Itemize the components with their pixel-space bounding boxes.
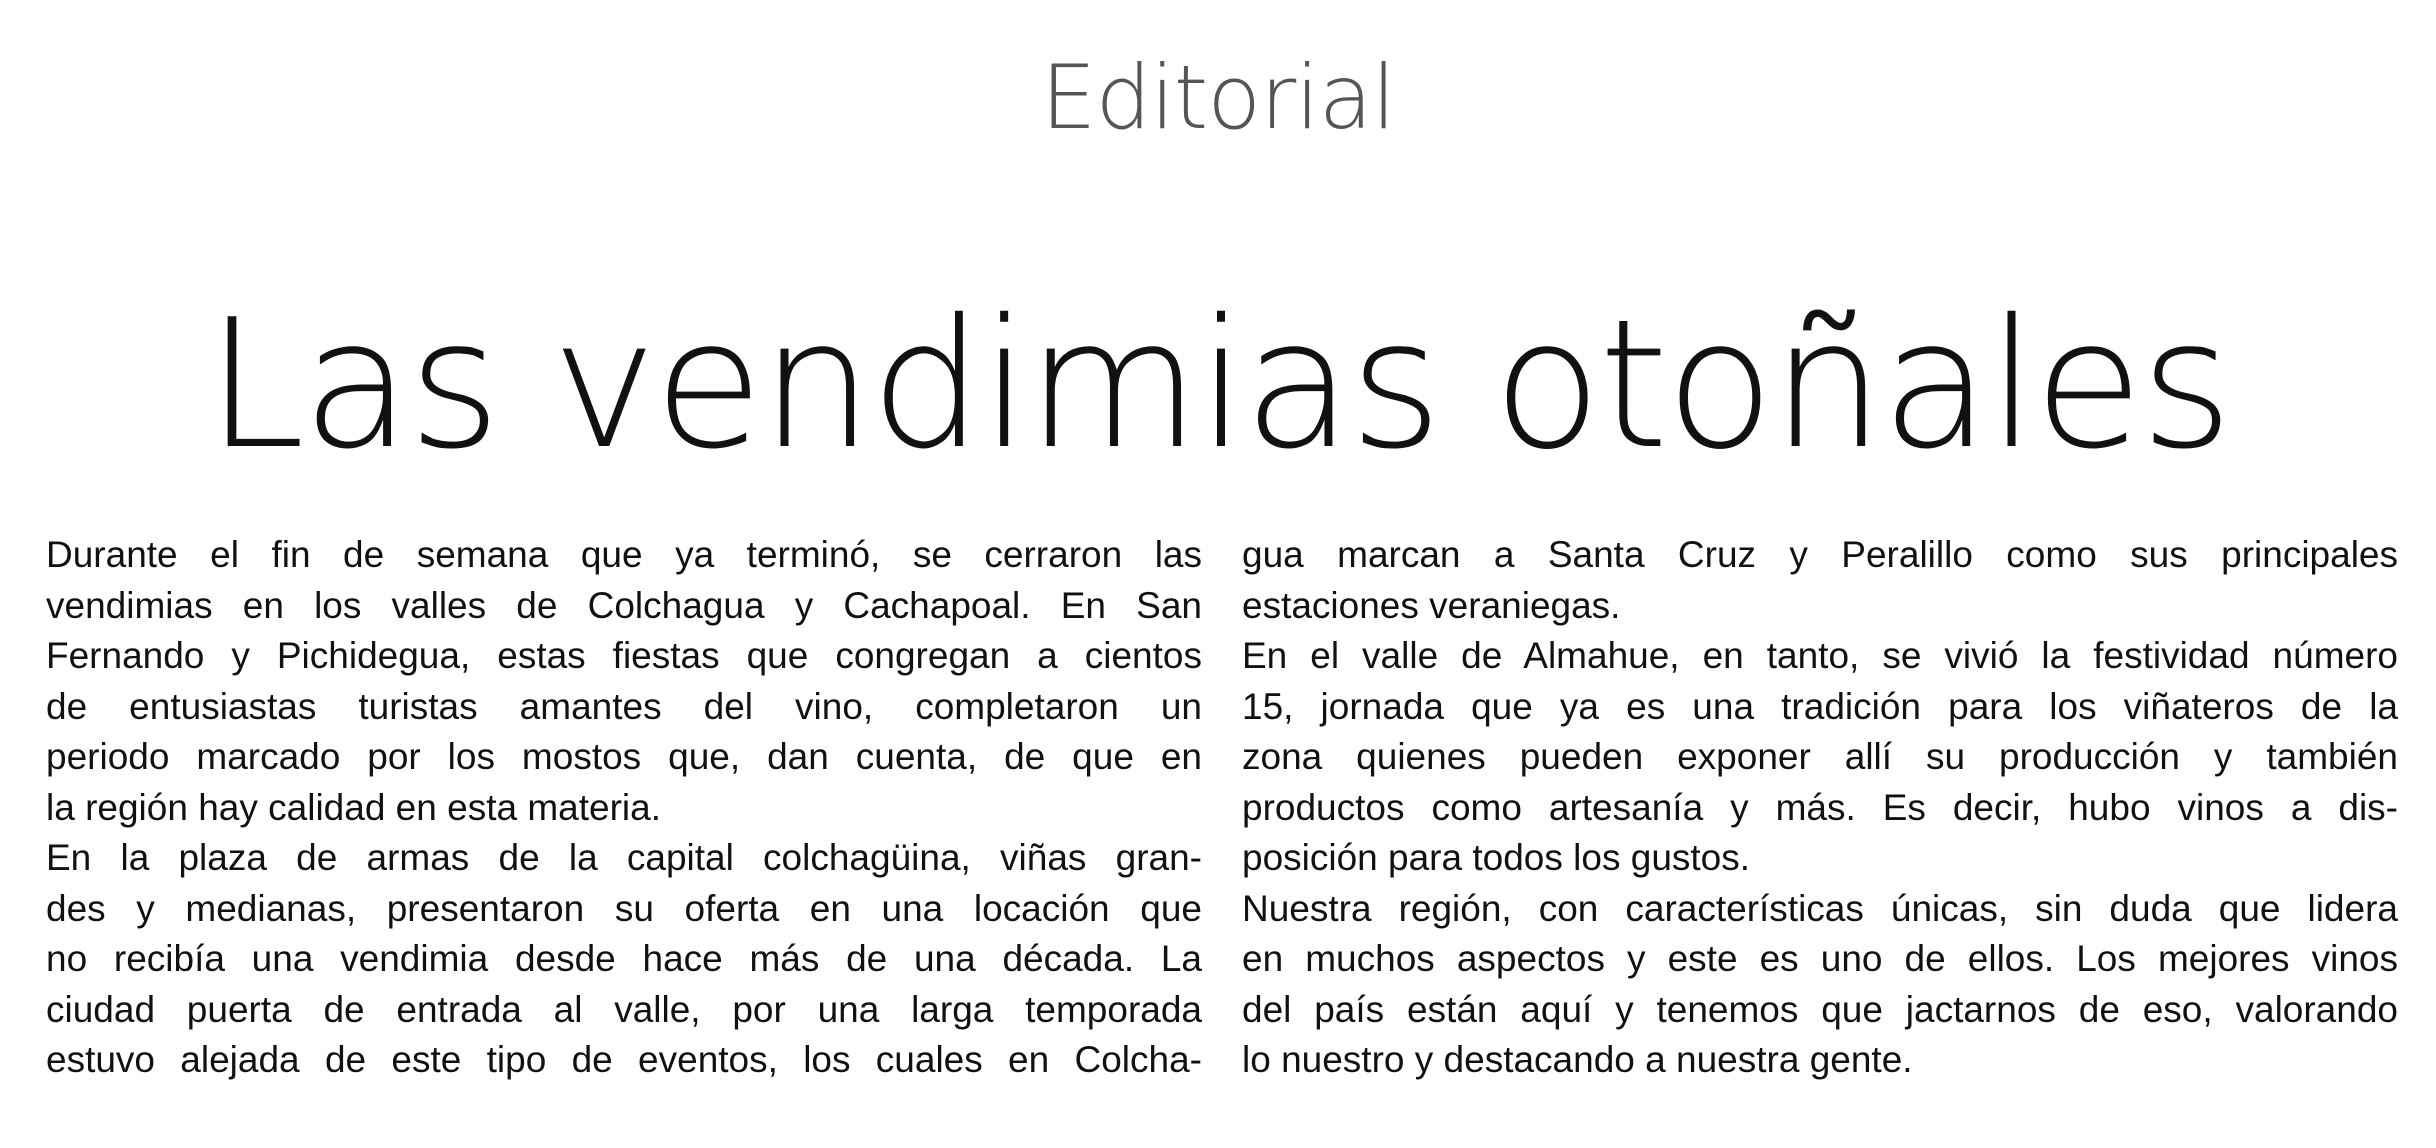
body-line: gua marcan a Santa Cruz y Peralillo como sus principales [1242, 534, 2398, 575]
article-headline: Las vendimias otoñales [205, 281, 2231, 488]
body-line: de entusiastas turistas amantes del vino, completaron un [46, 685, 1202, 727]
body-line: En el valle de Almahue, en tanto, se vivió la festividad número [1242, 635, 2398, 676]
body-line: posición para todos los gustos. [1242, 837, 1751, 878]
body-line: vendimias en los valles de Colchagua y Cachapoal. En San [46, 584, 1202, 626]
body-line: estaciones veraniegas. [1242, 584, 1621, 626]
body-line: no recibía una vendimia desde hace más de una década. La [46, 938, 1202, 979]
left-column [46, 530, 1202, 1130]
article-body [46, 530, 2398, 1130]
section-label: Editorial [1040, 46, 1396, 149]
body-line: zona quienes pueden exponer allí su producción y también [1242, 736, 2398, 777]
body-line: 15, jornada que ya es una tradición para los viñateros de la [1242, 685, 2398, 727]
body-line: periodo marcado por los mostos que, dan cuenta, de que en [46, 736, 1202, 777]
right-column [1242, 530, 2398, 1130]
body-line: en muchos aspectos y este es uno de ellos. Los mejores vinos [1242, 938, 2398, 979]
body-line: estuvo alejada de este tipo de eventos, los cuales en Colcha- [46, 1039, 1202, 1080]
body-line: ciudad puerta de entrada al valle, por una larga temporada [46, 988, 1202, 1030]
body-line: En la plaza de armas de la capital colchagüina, viñas gran- [46, 837, 1202, 878]
body-line: del país están aquí y tenemos que jactarnos de eso, valorando [1242, 988, 2398, 1030]
body-line: lo nuestro y destacando a nuestra gente. [1242, 1039, 1913, 1080]
body-line: productos como artesanía y más. Es decir, hubo vinos a dis- [1242, 786, 2398, 828]
body-line: Durante el fin de semana que ya terminó, se cerraron las [46, 534, 1202, 575]
body-line: Nuestra región, con características únicas, sin duda que lidera [1242, 887, 2398, 929]
body-line: la región hay calidad en esta materia. [46, 786, 661, 828]
body-line: Fernando y Pichidegua, estas fiestas que congregan a cientos [46, 635, 1202, 676]
body-line: des y medianas, presentaron su oferta en una locación que [46, 887, 1202, 929]
